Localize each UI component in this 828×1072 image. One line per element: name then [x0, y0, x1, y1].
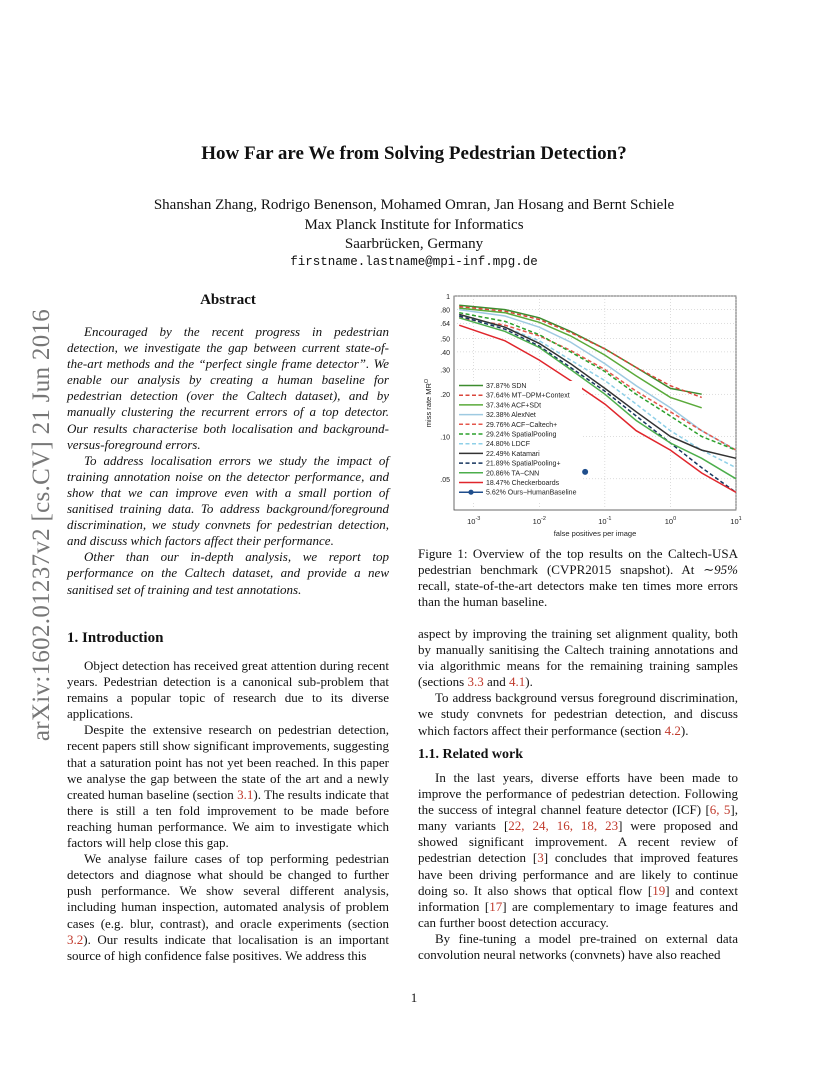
- legend-entry: 29.76% ACF−Caltech+: [486, 421, 558, 429]
- citation-link[interactable]: 3: [537, 850, 544, 866]
- section-ref-link[interactable]: 3.2: [67, 931, 84, 947]
- intro-paragraph: To address background versus foreground discrimination, we study convnets for pedestrian detection, and discuss which factors affect their performance (section 4.2).: [418, 690, 738, 738]
- intro-paragraph: We analyse failure cases of top performing pedestrian detectors and diagnose what should be changed to further push performance. We show several different analysis, including human inspection, automated analysis of problem cases (e.g. blur, contrast), and oracle experiments (section 3.2). Our results indicate that localisation is an important source of high confidence false positives. We address this: [67, 851, 389, 963]
- legend-entry: 32.38% AlexNet: [486, 412, 536, 420]
- related-work-paragraph: By fine-tuning a model pre-trained on external data convolution neural networks (convnets) have also reached: [418, 930, 738, 963]
- legend-entry: 37.64% MT−DPM+Context: [486, 392, 570, 400]
- x-tick-label: $10^1$: [730, 516, 742, 526]
- location: Saarbrücken, Germany: [344, 236, 484, 252]
- citation-link[interactable]: 6, 5: [709, 802, 731, 818]
- authors: Shanshan Zhang, Rodrigo Benenson, Mohamed Omran, Jan Hosang and Bernt Schiele: [153, 197, 675, 213]
- section-ref-link[interactable]: 4.2: [664, 722, 681, 738]
- x-tick-label: $10^{-2}$: [532, 516, 546, 526]
- related-work-paragraph: In the last years, diverse efforts have been made to improve the performance of pedestrian detection. Following the success of integral channel feature detector (ICF) [6, 5], many variants [22, 24, 16, 18, 23] were proposed and showed significant improvement. A recent review of pedestrian detection [3] concludes that improved features have been driving performance and are likely to continue doing so. It also shows that optical flow [19] and context information [17] are complementary to image features and can further boost detection accuracy.: [418, 770, 739, 930]
- y-tick-label: 1: [446, 294, 450, 301]
- y-tick-label: .50: [440, 336, 450, 344]
- series-line: [459, 305, 702, 394]
- figure-1-chart: [418, 288, 746, 546]
- citation-link[interactable]: 19: [652, 882, 666, 898]
- y-axis-label: miss rate $MR^O$: [424, 378, 433, 428]
- legend-entry: 29.24% SpatialPooling: [486, 431, 557, 439]
- abstract-heading: Abstract: [200, 292, 256, 308]
- legend-entry: 21.89% SpatialPooling+: [486, 460, 561, 468]
- related-work-heading: 1.1. Related work: [418, 747, 523, 762]
- intro-paragraph: Object detection has received great attention during recent years. Pedestrian detection is a canonical sub-problem that remains a popular topic of research due to its diverse applications.: [67, 658, 389, 722]
- x-axis-label: false positives per image: [553, 529, 637, 538]
- section-ref-link[interactable]: 3.3: [467, 674, 484, 690]
- citation-link[interactable]: 22, 24, 16, 18, 23: [508, 818, 619, 834]
- paper-title: How Far are We from Solving Pedestrian Detection?: [201, 143, 627, 164]
- right-column-body: [418, 626, 738, 739]
- figure-caption: Figure 1: Overview of the top results on the Caltech-USA pedestrian benchmark (CVPR2015 snapshot). At ∼95% recall, state-of-the-art detectors make ten times more errors than the human baseline.: [418, 546, 738, 609]
- x-tick-label: $10^0$: [664, 516, 677, 526]
- related-work-body: [418, 770, 738, 963]
- abstract-body: [67, 324, 389, 598]
- y-tick-label: .20: [440, 392, 450, 400]
- y-tick-label: .30: [440, 367, 450, 375]
- human-baseline-point: [582, 469, 588, 475]
- legend-entry: 20.86% TA−CNN: [486, 470, 540, 478]
- y-tick-label: .05: [440, 476, 450, 484]
- abstract-paragraph: To address localisation errors we study the impact of training annotation noise on the detector performance, and show that we can improve even with a small portion of sanitised training data. To address background/foreground discrimination, we study convnets for pedestrian detection, and discuss which factors affect their performance.: [67, 452, 389, 549]
- legend-entry: 5.62% Ours−HumanBaseline: [486, 489, 577, 497]
- page-number: 1: [410, 990, 418, 1005]
- intro-continued-paragraph: aspect by improving the training set alignment quality, both by manually sanitising the Caltech training annotations and via algorithmic means for the remaining training samples (sections 3.3 and 4.1).: [418, 626, 738, 690]
- arxiv-sidebar-stamp: [22, 290, 62, 760]
- legend-entry: 24.80% LDCF: [486, 441, 530, 449]
- citation-link[interactable]: 17: [489, 898, 503, 914]
- y-tick-label: .10: [440, 434, 450, 442]
- legend-marker: [468, 490, 473, 495]
- section-ref-link[interactable]: 4.1: [509, 674, 526, 690]
- intro-body: [67, 658, 389, 964]
- arxiv-id: arXiv:1602.01237v2 [cs.CV] 21 Jun 2016: [28, 308, 55, 742]
- author-block: [0, 196, 828, 255]
- affiliation: Max Planck Institute for Informatics: [304, 216, 524, 233]
- intro-heading: 1. Introduction: [67, 630, 164, 646]
- abstract-paragraph: Encouraged by the recent progress in pedestrian detection, we investigate the gap between current state-of-the-art methods and the “perfect single frame detector”. We enable our analysis by creating a human baseline for pedestrian detection (over the Caltech dataset), and by manually clustering the recurrent errors of a top detector. Our results characterise both localisation and background-versus-foreground errors.: [67, 324, 389, 452]
- intro-paragraph: Despite the extensive research on pedestrian detection, recent papers still show significant improvements, suggesting that a saturation point has not yet been reached. In this paper we analyse the gap between the state of the art and a newly created human baseline (section 3.1). The results indicate that there is still a ten fold improvement to be made before reaching human performance. We aim to investigate which factors will help close this gap.: [67, 722, 389, 851]
- x-tick-label: $10^{-3}$: [467, 516, 481, 526]
- x-tick-label: $10^{-1}$: [598, 516, 612, 526]
- abstract-paragraph: Other than our in-depth analysis, we report top performance on the Caltech dataset, and provide a new sanitised set of training and test annotations.: [67, 549, 389, 597]
- y-tick-label: .40: [440, 349, 450, 357]
- y-tick-label: .80: [440, 307, 450, 315]
- email: firstname.lastname@mpi-inf.mpg.de: [290, 255, 538, 269]
- section-ref-link[interactable]: 3.1: [237, 786, 254, 802]
- y-tick-label: .64: [440, 321, 450, 329]
- legend-entry: 18.47% Checkerboards: [486, 480, 560, 487]
- legend-entry: 37.87% SDN: [486, 383, 527, 390]
- legend-entry: 37.34% ACF+SDt: [486, 402, 542, 410]
- legend-entry: 22.49% Katamari: [486, 450, 540, 458]
